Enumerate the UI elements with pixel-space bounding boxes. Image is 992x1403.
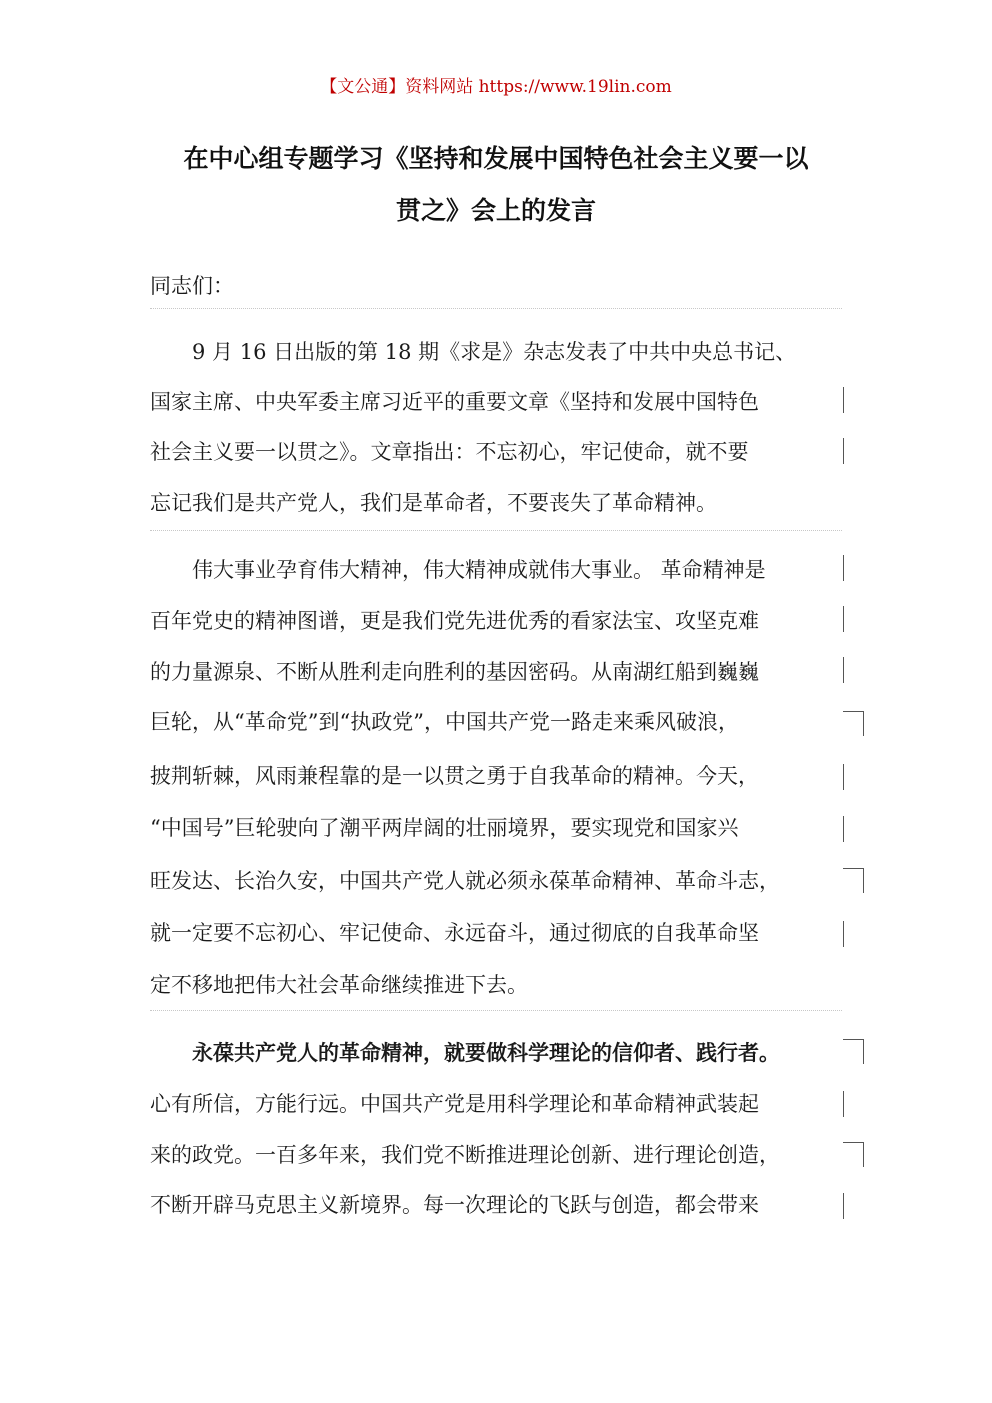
paragraph-2-line-1: 伟大事业孕育伟大精神，伟大精神成就伟大事业。 革命精神是 [192, 558, 766, 582]
margin-mark [843, 816, 844, 842]
paragraph-2-line-3: 的力量源泉、不断从胜利走向胜利的基因密码。从南湖红船到巍巍 [150, 660, 759, 684]
paragraph-divider [150, 1010, 842, 1011]
paragraph-1-line-3: 社会主义要一以贯之》。文章指出：不忘初心，牢记使命，就不要 [150, 440, 749, 464]
margin-mark [843, 657, 844, 683]
document-title-line-2: 贯之》会上的发言 [395, 196, 596, 225]
paragraph-3-line-1: 永葆共产党人的革命精神，就要做科学理论的信仰者、践行者。 [192, 1041, 780, 1065]
paragraph-2-line-7: 旺发达、长治久安，中国共产党人就必须永葆革命精神、革命斗志， [150, 869, 780, 893]
margin-mark [843, 1193, 844, 1219]
margin-mark [843, 1142, 864, 1167]
margin-mark [843, 438, 844, 464]
paragraph-2-line-8: 就一定要不忘初心、牢记使命、永远奋斗，通过彻底的自我革命坚 [150, 921, 759, 945]
margin-mark [843, 555, 844, 581]
paragraph-3-line-4: 不断开辟马克思主义新境界。每一次理论的飞跃与创造，都会带来 [150, 1193, 759, 1217]
paragraph-2-line-6: “中国号”巨轮驶向了潮平两岸阔的壮丽境界，要实现党和国家兴 [150, 816, 739, 840]
paragraph-2-line-9: 定不移地把伟大社会革命继续推进下去。 [150, 973, 528, 997]
salutation: 同志们： [150, 274, 234, 298]
paragraph-2-line-5: 披荆斩棘，风雨兼程靠的是一以贯之勇于自我革命的精神。今天， [150, 764, 759, 788]
paragraph-1-line-1: 9 月 16 日出版的第 18 期《求是》杂志发表了中共中央总书记、 [192, 340, 797, 364]
paragraph-3-line-3: 来的政党。一百多年来，我们党不断推进理论创新、进行理论创造， [150, 1143, 780, 1167]
margin-mark [843, 1039, 864, 1064]
margin-mark [843, 606, 844, 632]
site-header[interactable]: 【文公通】资料网站 https://www.19lin.com [320, 77, 672, 97]
margin-mark [843, 921, 844, 947]
paragraph-divider [150, 530, 842, 531]
paragraph-divider [150, 308, 842, 309]
margin-mark [843, 711, 864, 736]
margin-mark [843, 764, 844, 790]
margin-mark [843, 1091, 844, 1117]
margin-mark [843, 868, 864, 893]
document-title-line-1: 在中心组专题学习《坚持和发展中国特色社会主义要一以 [183, 144, 809, 173]
paragraph-3-line-2: 心有所信，方能行远。中国共产党是用科学理论和革命精神武装起 [150, 1092, 759, 1116]
paragraph-2-line-2: 百年党史的精神图谱，更是我们党先进优秀的看家法宝、攻坚克难 [150, 609, 759, 633]
paragraph-2-line-4: 巨轮，从“革命党”到“执政党”，中国共产党一路走来乘风破浪， [150, 710, 739, 734]
paragraph-1-line-2: 国家主席、中央军委主席习近平的重要文章《坚持和发展中国特色 [150, 390, 759, 414]
margin-mark [843, 387, 844, 413]
paragraph-1-line-4: 忘记我们是共产党人，我们是革命者，不要丧失了革命精神。 [150, 491, 717, 515]
